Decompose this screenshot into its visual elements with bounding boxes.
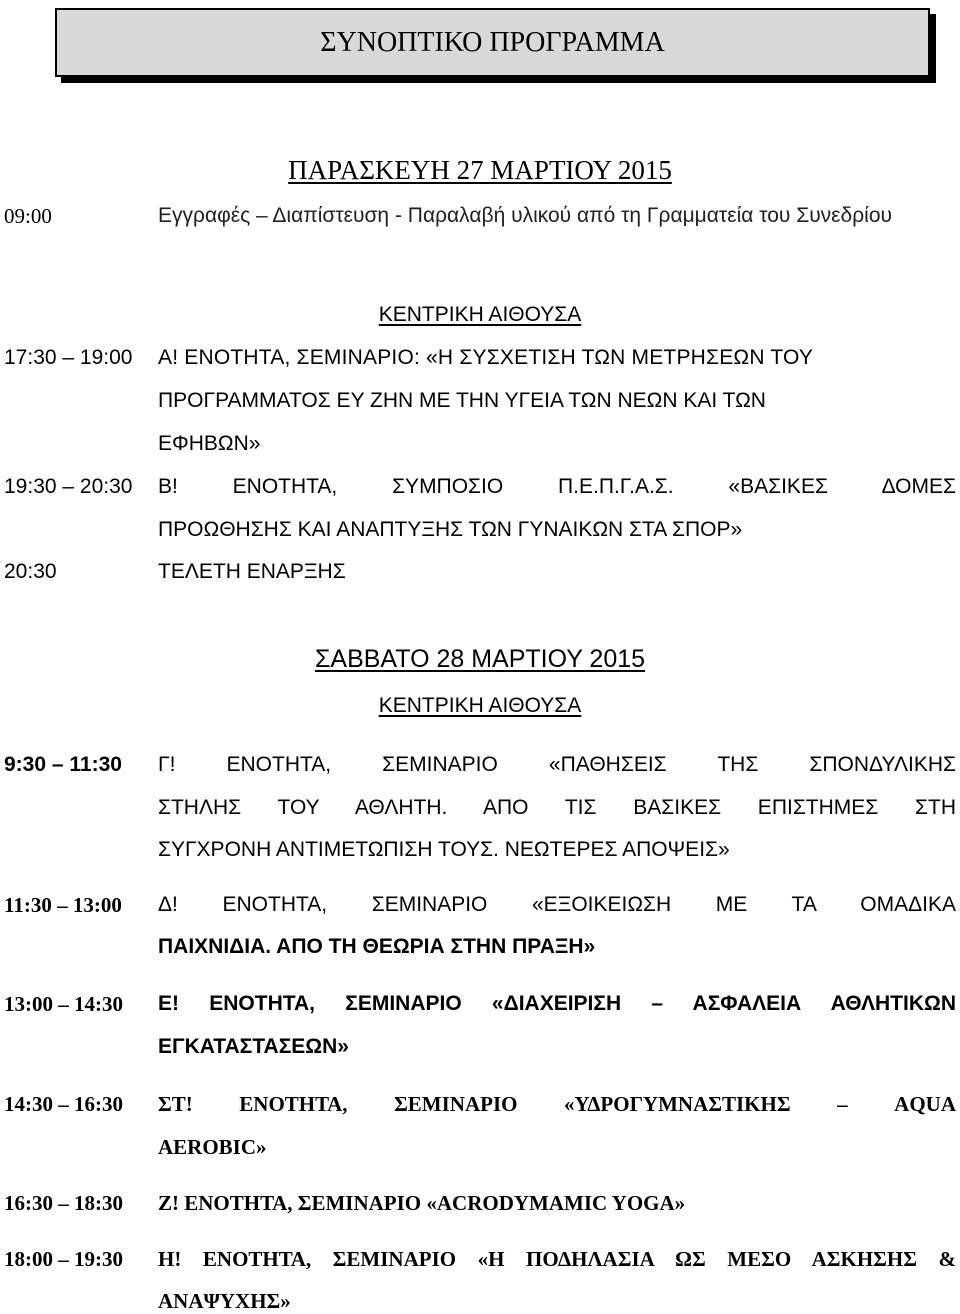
session-d-line-1: Δ! ΕΝΟΤΗΤΑ, ΣΕΜΙΝΑΡΙΟ «ΕΞΟΙΚΕΙΩΣΗ ΜΕ ΤΑ ΟΜΑΔΙΚΑ (158, 893, 956, 916)
session-a-line-1: Α! ΕΝΟΤΗΤΑ, ΣΕΜΙΝΑΡΙΟ: «Η ΣΥΣΧΕΤΙΣΗ ΤΩΝ ΜΕΤΡΗΣΕΩΝ ΤΟΥ (158, 346, 814, 369)
friday-heading: ΠΑΡΑΣΚΕΥΗ 27 ΜΑΡΤΙΟΥ 2015 (288, 155, 672, 185)
program-title: ΣΥΝΟΠΤΙΚΟ ΠΡΟΓΡΑΜΜΑ (55, 8, 930, 77)
friday-hall: ΚΕΝΤΡΙΚΗ ΑΙΘΟΥΣΑ (378, 303, 582, 326)
registration-text: Εγγραφές – Διαπίστευση - Παραλαβή υλικού από τη Γραμματεία του Συνεδρίου (158, 204, 893, 227)
session-c-line-1: Γ! ΕΝΟΤΗΤΑ, ΣΕΜΙΝΑΡΙΟ «ΠΑΘΗΣΕΙΣ ΤΗΣ ΣΠΟΝΔΥΛΙΚΗΣ (158, 753, 956, 776)
session-d-time: 11:30 – 13:00 (4, 893, 122, 917)
session-a-line-2: ΠΡΟΓΡΑΜΜΑΤΟΣ ΕΥ ΖΗΝ ΜΕ ΤΗΝ ΥΓΕΙΑ ΤΩΝ ΝΕΩΝ ΚΑΙ ΤΩΝ (158, 389, 766, 412)
session-a-time: 17:30 – 19:00 (4, 346, 133, 369)
session-e-line-2: ΕΓΚΑΤΑΣΤΑΣΕΩΝ» (158, 1035, 349, 1058)
session-c-line-3: ΣΥΓΧΡΟΝΗ ΑΝΤΙΜΕΤΩΠΙΣΗ ΤΟΥΣ. ΝΕΩΤΕΡΕΣ ΑΠΟΨΕΙΣ» (158, 838, 730, 861)
session-b-line-2: ΠΡΟΩΘΗΣΗΣ ΚΑΙ ΑΝΑΠΤΥΞΗΣ ΤΩΝ ΓΥΝΑΙΚΩΝ ΣΤΑ ΣΠΟΡ» (158, 518, 743, 541)
session-e-line-1: Ε! ΕΝΟΤΗΤΑ, ΣΕΜΙΝΑΡΙΟ «ΔΙΑΧΕΙΡΙΣΗ – ΑΣΦΑΛΕΙΑ ΑΘΛΗΤΙΚΩΝ (158, 992, 956, 1015)
session-c-line-2: ΣΤΗΛΗΣ ΤΟΥ ΑΘΛΗΤΗ. ΑΠΟ ΤΙΣ ΒΑΣΙΚΕΣ ΕΠΙΣΤΗΜΕΣ ΣΤΗ (158, 796, 956, 819)
session-g-line-1: Ζ! ΕΝΟΤΗΤΑ, ΣΕΜΙΝΑΡΙΟ «ACRODYMAMIC YOGA» (158, 1191, 686, 1215)
session-h-time: 18:00 – 19:30 (4, 1247, 123, 1271)
opening-ceremony-time: 20:30 (4, 560, 57, 583)
session-h-line-1: Η! ΕΝΟΤΗΤΑ, ΣΕΜΙΝΑΡΙΟ «Η ΠΟΔΗΛΑΣΙΑ ΩΣ ΜΕΣΟ ΑΣΚΗΣΗΣ & (158, 1247, 956, 1271)
session-c-time: 9:30 – 11:30 (4, 753, 122, 776)
saturday-hall: ΚΕΝΤΡΙΚΗ ΑΙΘΟΥΣΑ (378, 694, 582, 717)
session-f-line-2: AEROBIC» (158, 1135, 267, 1159)
session-h-line-2: ΑΝΑΨΥΧΗΣ» (158, 1289, 291, 1313)
session-f-time: 14:30 – 16:30 (4, 1092, 123, 1116)
session-b-time: 19:30 – 20:30 (4, 475, 133, 498)
saturday-heading: ΣΑΒΒΑΤΟ 28 ΜΑΡΤΙΟΥ 2015 (314, 645, 646, 673)
session-d-line-2: ΠΑΙΧΝΙΔΙΑ. ΑΠΟ ΤΗ ΘΕΩΡΙΑ ΣΤΗΝ ΠΡΑΞΗ» (158, 935, 596, 958)
session-f-line-1: ΣΤ! ΕΝΟΤΗΤΑ, ΣΕΜΙΝΑΡΙΟ «ΥΔΡΟΓΥΜΝΑΣΤΙΚΗΣ – AQUA (158, 1092, 956, 1116)
session-e-time: 13:00 – 14:30 (4, 992, 123, 1016)
opening-ceremony-text: ΤΕΛΕΤΗ ΕΝΑΡΞΗΣ (158, 560, 346, 583)
session-a-line-3: ΕΦΗΒΩΝ» (158, 432, 261, 455)
registration-time: 09:00 (4, 204, 52, 228)
session-g-time: 16:30 – 18:30 (4, 1191, 123, 1215)
session-b-line-1: Β! ΕΝΟΤΗΤΑ, ΣΥΜΠΟΣΙΟ Π.Ε.Π.Γ.Α.Σ. «ΒΑΣΙΚΕΣ ΔΟΜΕΣ (158, 475, 956, 498)
